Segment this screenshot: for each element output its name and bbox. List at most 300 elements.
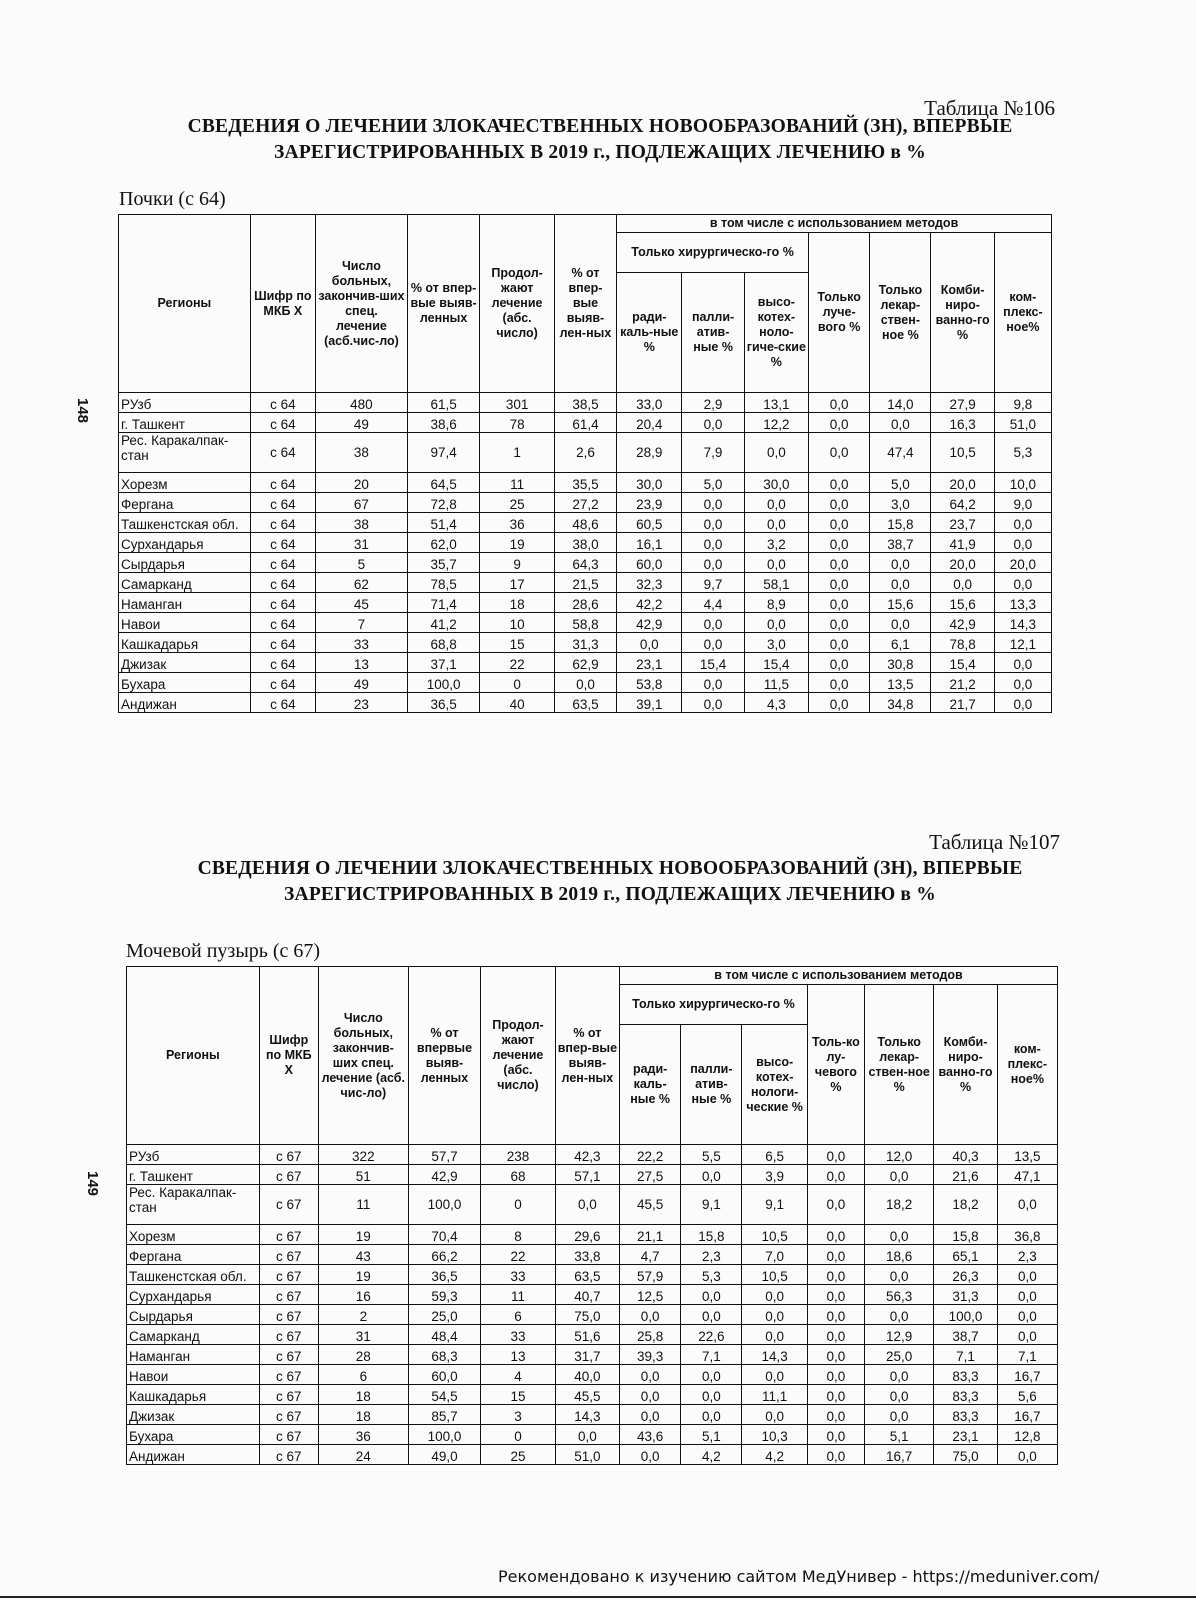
- table-cell: 40,0: [555, 1365, 619, 1385]
- region-cell: Джизак: [119, 653, 251, 673]
- header-continue: Продол-жают лечение (абс. число): [481, 967, 556, 1145]
- table-cell: 0,0: [682, 413, 744, 433]
- table-cell: 0,0: [807, 1385, 864, 1405]
- table-cell: 13: [481, 1345, 556, 1365]
- table-cell: 0,0: [809, 613, 870, 633]
- table-cell: 22: [481, 1245, 556, 1265]
- header-radical: ради-каль-ные %: [617, 273, 682, 393]
- table-row: [127, 1285, 1058, 1305]
- region-cell: Ташкенстская обл.: [119, 513, 251, 533]
- table-cell: 20: [316, 473, 408, 493]
- table-cell: 0,0: [809, 573, 870, 593]
- table-cell: 5,0: [870, 473, 931, 493]
- table-cell: 2,3: [997, 1245, 1057, 1265]
- table-cell: 6,1: [870, 633, 931, 653]
- table-cell: 2,6: [554, 433, 616, 473]
- table-cell: 38,7: [870, 533, 931, 553]
- table-cell: 48,6: [554, 513, 616, 533]
- region-cell: Кашкадарья: [119, 633, 251, 653]
- table-cell: 0,0: [809, 473, 870, 493]
- table-cell: 0: [481, 1425, 556, 1445]
- header-drug: Только лекар-ствен-ное %: [864, 985, 933, 1145]
- table-cell: 18,6: [864, 1245, 933, 1265]
- table-cell: 0: [480, 673, 555, 693]
- table-title: [110, 856, 1110, 908]
- table-cell: 9,1: [742, 1185, 807, 1225]
- table-cell: 36,8: [997, 1225, 1057, 1245]
- footer-note: Рекомендовано к изучению сайтом МедУнивер - https://meduniver.com/: [498, 1567, 1100, 1586]
- table-cell: 64,3: [554, 553, 616, 573]
- table-cell: 25,0: [408, 1305, 480, 1325]
- table-row: [127, 1145, 1058, 1165]
- table-cell: 5,5: [681, 1145, 742, 1165]
- table-cell: 11,5: [744, 673, 808, 693]
- table-cell: 0,0: [994, 573, 1051, 593]
- table-cell: 27,9: [931, 393, 994, 413]
- region-cell: Фергана: [127, 1245, 260, 1265]
- table-cell: 13: [316, 653, 408, 673]
- table-cell: 56,3: [864, 1285, 933, 1305]
- table-cell: 0,0: [994, 693, 1051, 713]
- table-cell: 0,0: [809, 673, 870, 693]
- table-cell: 7,1: [934, 1345, 997, 1365]
- table-cell: 67: [316, 493, 408, 513]
- table-cell: 60,5: [617, 513, 682, 533]
- table-cell: 9,8: [994, 393, 1051, 413]
- table-cell: 83,3: [934, 1385, 997, 1405]
- table-cell: 14,3: [994, 613, 1051, 633]
- table-cell: 40: [480, 693, 555, 713]
- table-cell: 42,2: [617, 593, 682, 613]
- table-row: [119, 693, 1052, 713]
- table-cell: 16,7: [864, 1445, 933, 1465]
- table-cell: 10,5: [742, 1265, 807, 1285]
- table-cell: 2,3: [681, 1245, 742, 1265]
- table-body: [119, 393, 1052, 713]
- table-cell: 0,0: [620, 1365, 681, 1385]
- table-cell: 0,0: [555, 1185, 619, 1225]
- table-cell: 68: [481, 1165, 556, 1185]
- table-cell: 9,7: [682, 573, 744, 593]
- table-cell: 62: [316, 573, 408, 593]
- table-cell: с 64: [250, 393, 315, 413]
- region-cell: РУзб: [127, 1145, 260, 1165]
- table-cell: 0,0: [864, 1405, 933, 1425]
- region-cell: Кашкадарья: [127, 1385, 260, 1405]
- table-cell: 12,9: [864, 1325, 933, 1345]
- header-methods: в том числе с использованием методов: [620, 967, 1058, 985]
- table-cell: 28,9: [617, 433, 682, 473]
- table-cell: 0,0: [620, 1405, 681, 1425]
- table-cell: 25: [481, 1445, 556, 1465]
- table-cell: 0,0: [681, 1165, 742, 1185]
- table-row: [127, 1185, 1058, 1225]
- region-cell: Андижан: [127, 1445, 260, 1465]
- region-cell: Бухара: [127, 1425, 260, 1445]
- table-cell: 12,1: [994, 633, 1051, 653]
- table-cell: 8,9: [744, 593, 808, 613]
- table-row: [119, 653, 1052, 673]
- table-cell: 23,1: [934, 1425, 997, 1445]
- table-cell: 9,1: [681, 1185, 742, 1225]
- table-cell: 0,0: [744, 613, 808, 633]
- table-row: [127, 1405, 1058, 1425]
- table-cell: 62,9: [554, 653, 616, 673]
- region-cell: Сырдарья: [119, 553, 251, 573]
- table-row: [127, 1165, 1058, 1185]
- table-row: [119, 393, 1052, 413]
- table-cell: 0,0: [997, 1285, 1057, 1305]
- table-cell: 65,1: [934, 1245, 997, 1265]
- table-cell: 0,0: [870, 553, 931, 573]
- table-cell: 57,9: [620, 1265, 681, 1285]
- region-cell: Сурхандарья: [127, 1285, 260, 1305]
- table-cell: 0,0: [807, 1245, 864, 1265]
- table-row: [119, 473, 1052, 493]
- table-cell: с 67: [259, 1325, 318, 1345]
- table-cell: 0,0: [870, 613, 931, 633]
- table-cell: 4: [481, 1365, 556, 1385]
- table-title-line-1: СВЕДЕНИЯ О ЛЕЧЕНИИ ЗЛОКАЧЕСТВЕННЫХ НОВООБРАЗОВАНИЙ (ЗН), ВПЕРВЫЕ: [197, 858, 1023, 879]
- table-cell: 0,0: [864, 1305, 933, 1325]
- table-cell: 0,0: [997, 1305, 1057, 1325]
- table-cell: 51,0: [555, 1445, 619, 1465]
- table-cell: 15,6: [870, 593, 931, 613]
- table-cell: 14,0: [870, 393, 931, 413]
- table-cell: 33: [481, 1265, 556, 1285]
- table-cell: 51: [318, 1165, 408, 1185]
- table-cell: 23,7: [931, 513, 994, 533]
- table-cell: 0,0: [555, 1425, 619, 1445]
- table-cell: 0,0: [682, 533, 744, 553]
- table-cell: 10,3: [742, 1425, 807, 1445]
- region-cell: Бухара: [119, 673, 251, 693]
- table-cell: 0,0: [682, 673, 744, 693]
- table-cell: 0,0: [620, 1305, 681, 1325]
- table-cell: 43: [318, 1245, 408, 1265]
- table-cell: 22,6: [681, 1325, 742, 1345]
- header-palliative: палли-атив-ные %: [682, 273, 744, 393]
- table-cell: 54,5: [408, 1385, 480, 1405]
- table-cell: 41,9: [931, 533, 994, 553]
- table-cell: 0,0: [807, 1165, 864, 1185]
- table-cell: 30,0: [744, 473, 808, 493]
- table-cell: 0,0: [681, 1405, 742, 1425]
- table-cell: 34,8: [870, 693, 931, 713]
- table-cell: 31: [316, 533, 408, 553]
- table-cell: 64,5: [407, 473, 479, 493]
- region-cell: Ташкенстская обл.: [127, 1265, 260, 1285]
- table-cell: 4,3: [744, 693, 808, 713]
- region-cell: Наманган: [127, 1345, 260, 1365]
- table-cell: 0,0: [807, 1365, 864, 1385]
- table-cell: 4,2: [742, 1445, 807, 1465]
- table-cell: 18,2: [864, 1185, 933, 1225]
- table-cell: 22: [480, 653, 555, 673]
- table-cell: 15: [481, 1385, 556, 1405]
- table-row: [119, 633, 1052, 653]
- table-cell: 4,4: [682, 593, 744, 613]
- table-cell: 38,0: [554, 533, 616, 553]
- table-cell: с 64: [250, 413, 315, 433]
- table-cell: 18: [480, 593, 555, 613]
- table-cell: 0,0: [742, 1305, 807, 1325]
- table-cell: 0,0: [997, 1325, 1057, 1345]
- table-cell: 0,0: [809, 513, 870, 533]
- table-cell: 25: [480, 493, 555, 513]
- page-number: 148: [74, 397, 92, 424]
- table-cell: 30,0: [617, 473, 682, 493]
- table-cell: 19: [480, 533, 555, 553]
- region-cell: Джизак: [127, 1405, 260, 1425]
- table-cell: 0,0: [809, 593, 870, 613]
- table-row: [127, 1325, 1058, 1345]
- table-cell: 39,1: [617, 693, 682, 713]
- table-row: [119, 673, 1052, 693]
- table-cell: 14,3: [742, 1345, 807, 1365]
- header-pct-first-2: % от впер-вые выяв-лен-ных: [554, 215, 616, 393]
- table-cell: 480: [316, 393, 408, 413]
- header-continue: Продол-жают лечение (абс. число): [480, 215, 555, 393]
- table-cell: 0,0: [870, 413, 931, 433]
- table-cell: 3,0: [744, 633, 808, 653]
- header-code: Шифр по МКБ X: [259, 967, 318, 1145]
- table-cell: 68,8: [407, 633, 479, 653]
- table-cell: 0,0: [682, 513, 744, 533]
- table-cell: 10,5: [742, 1225, 807, 1245]
- table-cell: 0,0: [617, 633, 682, 653]
- table-cell: 100,0: [408, 1425, 480, 1445]
- table-row: [127, 1245, 1058, 1265]
- table-cell: 70,4: [408, 1225, 480, 1245]
- table-cell: 21,5: [554, 573, 616, 593]
- table-cell: 23,9: [617, 493, 682, 513]
- table-cell: 60,0: [617, 553, 682, 573]
- table-cell: 18: [318, 1385, 408, 1405]
- table-row: [119, 613, 1052, 633]
- table-cell: с 64: [250, 473, 315, 493]
- table-cell: 0,0: [742, 1285, 807, 1305]
- table-cell: 28: [318, 1345, 408, 1365]
- table-cell: с 67: [259, 1365, 318, 1385]
- table-number: Таблица №107: [929, 830, 1060, 854]
- table-cell: 0,0: [682, 493, 744, 513]
- table-cell: 29,6: [555, 1225, 619, 1245]
- table-cell: 48,4: [408, 1325, 480, 1345]
- table-cell: 43,6: [620, 1425, 681, 1445]
- table-cell: 83,3: [934, 1365, 997, 1385]
- table-row: [119, 413, 1052, 433]
- table-cell: 18: [318, 1405, 408, 1425]
- table-cell: с 67: [259, 1145, 318, 1165]
- table-cell: 15,4: [744, 653, 808, 673]
- table-cell: 63,5: [554, 693, 616, 713]
- table-cell: 41,2: [407, 613, 479, 633]
- table-cell: 11: [480, 473, 555, 493]
- table-title-line-2: ЗАРЕГИСТРИРОВАННЫХ В 2019 г., ПОДЛЕЖАЩИХ ЛЕЧЕНИЮ в %: [274, 142, 926, 163]
- table-cell: 20,0: [931, 473, 994, 493]
- table-cell: 31,3: [554, 633, 616, 653]
- table-cell: 26,3: [934, 1265, 997, 1285]
- table-cell: 20,0: [994, 553, 1051, 573]
- table-cell: 19: [318, 1265, 408, 1285]
- table-cell: 36: [318, 1425, 408, 1445]
- header-pct-first-2: % от впер-вые выяв-лен-ных: [555, 967, 619, 1145]
- header-surgical: Только хирургическо-го %: [620, 985, 808, 1025]
- table-cell: 51,4: [407, 513, 479, 533]
- table-cell: 45,5: [555, 1385, 619, 1405]
- table-cell: 15,4: [682, 653, 744, 673]
- table-row: [119, 493, 1052, 513]
- table-cell: с 64: [250, 493, 315, 513]
- table-cell: 30,8: [870, 653, 931, 673]
- table-cell: 35,5: [554, 473, 616, 493]
- header-patients: Число больных, закончив-ших спец. лечение (асб.чис-ло): [316, 215, 408, 393]
- table-cell: с 67: [259, 1265, 318, 1285]
- table-row: [119, 593, 1052, 613]
- table-cell: 21,2: [931, 673, 994, 693]
- table-cell: 28,6: [554, 593, 616, 613]
- table-cell: 11: [318, 1185, 408, 1225]
- table-cell: 0,0: [620, 1385, 681, 1405]
- table-cell: 5,6: [997, 1385, 1057, 1405]
- table-cell: 5,1: [681, 1425, 742, 1445]
- table-cell: 78,5: [407, 573, 479, 593]
- table-cell: 19: [318, 1225, 408, 1245]
- table-cell: с 67: [259, 1165, 318, 1185]
- table-cell: 0,0: [807, 1145, 864, 1165]
- table-cell: 42,9: [931, 613, 994, 633]
- table-cell: 64,2: [931, 493, 994, 513]
- header-code: Шифр по МКБ X: [250, 215, 315, 393]
- table-cell: 38,6: [407, 413, 479, 433]
- table-cell: 0,0: [994, 653, 1051, 673]
- table-cell: 21,1: [620, 1225, 681, 1245]
- table-title-line-1: СВЕДЕНИЯ О ЛЕЧЕНИИ ЗЛОКАЧЕСТВЕННЫХ НОВООБРАЗОВАНИЙ (ЗН), ВПЕРВЫЕ: [187, 116, 1013, 137]
- table-cell: 238: [481, 1145, 556, 1165]
- table-cell: 0,0: [994, 513, 1051, 533]
- table-cell: 66,2: [408, 1245, 480, 1265]
- table-cell: 0,0: [744, 513, 808, 533]
- table-cell: 37,1: [407, 653, 479, 673]
- table-cell: 2: [318, 1305, 408, 1325]
- region-cell: г. Ташкент: [119, 413, 251, 433]
- table-cell: 27,5: [620, 1165, 681, 1185]
- table-cell: 32,3: [617, 573, 682, 593]
- table-cell: 0,0: [807, 1305, 864, 1325]
- table-cell: 4,7: [620, 1245, 681, 1265]
- table-row: [119, 573, 1052, 593]
- table-cell: 13,5: [997, 1145, 1057, 1165]
- table-cell: 22,2: [620, 1145, 681, 1165]
- table-cell: 58,1: [744, 573, 808, 593]
- table-cell: с 67: [259, 1305, 318, 1325]
- table-cell: 3,0: [870, 493, 931, 513]
- table-cell: 23: [316, 693, 408, 713]
- table-cell: 61,5: [407, 393, 479, 413]
- header-patients: Число больных, закончив-ших спец. лечение (асб. чис-ло): [318, 967, 408, 1145]
- table-cell: 0,0: [864, 1165, 933, 1185]
- table-cell: 0,0: [620, 1445, 681, 1465]
- header-combined: Комби-ниро-ванно-го %: [931, 233, 994, 393]
- table-cell: 0,0: [742, 1405, 807, 1425]
- table-cell: 0,0: [809, 533, 870, 553]
- table-cell: 40,7: [555, 1285, 619, 1305]
- table-cell: 0,0: [931, 573, 994, 593]
- table-cell: 21,6: [934, 1165, 997, 1185]
- table-cell: 0,0: [807, 1445, 864, 1465]
- table-cell: с 64: [250, 593, 315, 613]
- table-cell: 38: [316, 433, 408, 473]
- table-cell: 24: [318, 1445, 408, 1465]
- table-cell: 0,0: [681, 1285, 742, 1305]
- table-cell: 53,8: [617, 673, 682, 693]
- table-cell: 7: [316, 613, 408, 633]
- table-cell: 13,1: [744, 393, 808, 413]
- table-cell: 100,0: [934, 1305, 997, 1325]
- table-cell: 51,0: [994, 413, 1051, 433]
- page-bottom-rule: [0, 1596, 1196, 1598]
- table-cell: 5: [316, 553, 408, 573]
- table-subtitle: Мочевой пузырь (с 67): [126, 940, 321, 962]
- table-cell: 36: [480, 513, 555, 533]
- table-subtitle: Почки (с 64): [119, 188, 226, 210]
- table-cell: 3: [481, 1405, 556, 1425]
- table-cell: 9: [480, 553, 555, 573]
- table-cell: 45: [316, 593, 408, 613]
- header-drug: Только лекар-ствен-ное %: [870, 233, 931, 393]
- table-row: [119, 533, 1052, 553]
- table-cell: с 64: [250, 533, 315, 553]
- table-cell: 322: [318, 1145, 408, 1165]
- table-cell: с 64: [250, 673, 315, 693]
- table-cell: 63,5: [555, 1265, 619, 1285]
- table-cell: 0,0: [809, 633, 870, 653]
- header-hightech: высо-котех-нологи-ческие %: [742, 1025, 807, 1145]
- table-cell: 61,4: [554, 413, 616, 433]
- table-cell: 0,0: [864, 1225, 933, 1245]
- table-cell: 0,0: [997, 1445, 1057, 1465]
- header-complex: ком-плекс-ное%: [997, 985, 1057, 1145]
- table-cell: 5,3: [994, 433, 1051, 473]
- table-cell: 15,4: [931, 653, 994, 673]
- table-cell: 0,0: [864, 1385, 933, 1405]
- page-number: 149: [84, 1170, 102, 1197]
- table-cell: 0,0: [807, 1185, 864, 1225]
- table-cell: 15,8: [870, 513, 931, 533]
- table-cell: 5,0: [682, 473, 744, 493]
- region-cell: Фергана: [119, 493, 251, 513]
- table-cell: 38,7: [934, 1325, 997, 1345]
- table-cell: 10: [480, 613, 555, 633]
- table-cell: 75,0: [934, 1445, 997, 1465]
- table-title-line-2: ЗАРЕГИСТРИРОВАННЫХ В 2019 г., ПОДЛЕЖАЩИХ ЛЕЧЕНИЮ в %: [284, 884, 936, 905]
- table-cell: с 64: [250, 613, 315, 633]
- table-cell: 59,3: [408, 1285, 480, 1305]
- header-radiation: Толь-ко лу-чевого %: [807, 985, 864, 1145]
- table-cell: с 64: [250, 433, 315, 473]
- region-cell: Хорезм: [127, 1225, 260, 1245]
- table-cell: с 67: [259, 1185, 318, 1225]
- table-cell: 0,0: [864, 1265, 933, 1285]
- region-cell: Сурхандарья: [119, 533, 251, 553]
- table-cell: 100,0: [407, 673, 479, 693]
- table-cell: 15,8: [681, 1225, 742, 1245]
- table-cell: 97,4: [407, 433, 479, 473]
- table-cell: 78,8: [931, 633, 994, 653]
- table-cell: 0,0: [997, 1185, 1057, 1225]
- table-cell: 0,0: [682, 693, 744, 713]
